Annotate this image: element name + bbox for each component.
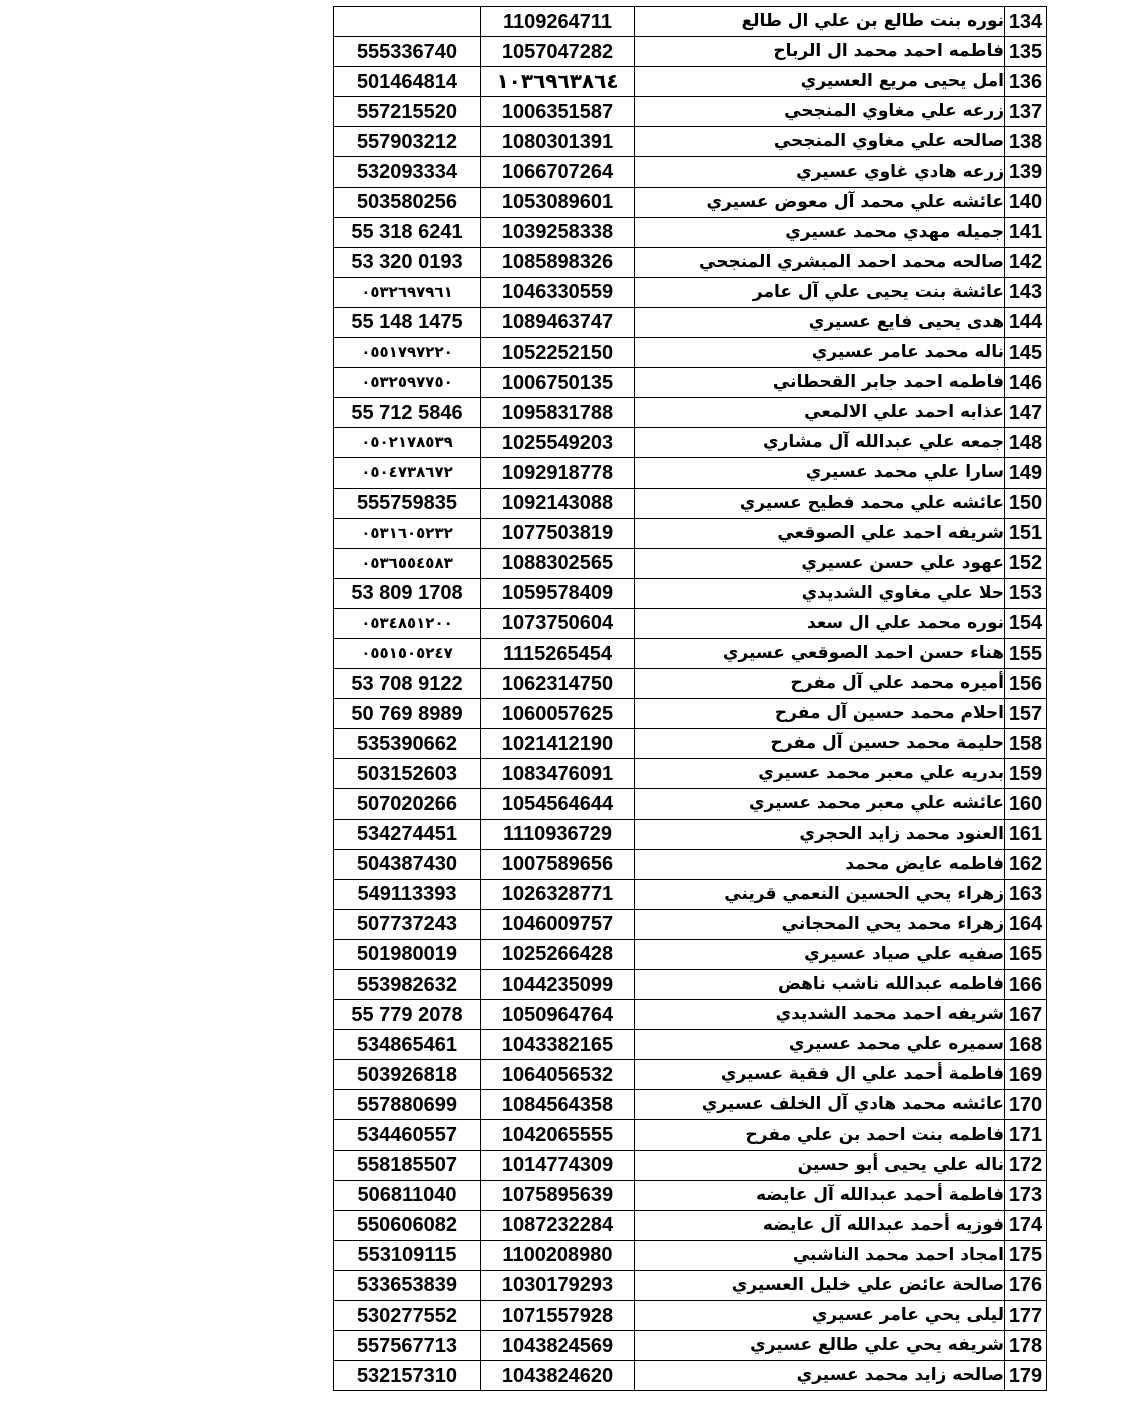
phone-cell: 55 148 1475 [334, 307, 481, 337]
row-number-cell: 146 [1005, 368, 1047, 398]
phone-cell: ٠٥٣١٦٠٥٢٣٢ [334, 518, 481, 548]
national-id-cell: 1026328771 [481, 879, 635, 909]
phone-cell: 530277552 [334, 1301, 481, 1331]
table-row [334, 608, 1047, 638]
national-id-cell: 1075895639 [481, 1180, 635, 1210]
phone-cell: 503926818 [334, 1060, 481, 1090]
national-id-cell: 1006750135 [481, 368, 635, 398]
table-row [334, 217, 1047, 247]
row-number-cell: 140 [1005, 187, 1047, 217]
national-id-cell: 1046330559 [481, 277, 635, 307]
row-number-cell: 173 [1005, 1180, 1047, 1210]
table-row [334, 909, 1047, 939]
table-row [334, 548, 1047, 578]
phone-cell: 549113393 [334, 879, 481, 909]
row-number-cell: 151 [1005, 518, 1047, 548]
national-id-cell: 1060057625 [481, 699, 635, 729]
name-cell: فاطمه بنت احمد بن علي مفرح [635, 1120, 1005, 1150]
national-id-cell: 1100208980 [481, 1240, 635, 1270]
name-cell: جميله مهدي محمد عسيري [635, 217, 1005, 247]
row-number-cell: 143 [1005, 277, 1047, 307]
name-cell: شريفه يحي علي طالع عسيري [635, 1331, 1005, 1361]
name-cell: فوزيه أحمد عبدالله آل عايضه [635, 1210, 1005, 1240]
row-number-cell: 149 [1005, 458, 1047, 488]
name-cell: شريفه احمد علي الصوقعي [635, 518, 1005, 548]
row-number-cell: 166 [1005, 970, 1047, 1000]
national-id-cell: 1092918778 [481, 458, 635, 488]
phone-cell: 50 769 8989 [334, 699, 481, 729]
table-row [334, 157, 1047, 187]
national-id-cell: 1050964764 [481, 1000, 635, 1030]
row-number-cell: 155 [1005, 638, 1047, 668]
phone-cell: 557880699 [334, 1090, 481, 1120]
row-number-cell: 176 [1005, 1270, 1047, 1300]
phone-cell: 550606082 [334, 1210, 481, 1240]
name-cell: امجاد احمد محمد الناشبي [635, 1240, 1005, 1270]
phone-cell: 504387430 [334, 849, 481, 879]
national-id-cell: 1084564358 [481, 1090, 635, 1120]
phone-cell: 535390662 [334, 729, 481, 759]
name-cell: شريفه احمد محمد الشديدي [635, 1000, 1005, 1030]
phone-cell: 55 318 6241 [334, 217, 481, 247]
table-row [334, 1030, 1047, 1060]
name-cell: زهراء محمد يحي المحجاني [635, 909, 1005, 939]
table-row [334, 247, 1047, 277]
name-cell: حلا علي مغاوي الشديدي [635, 578, 1005, 608]
table-row [334, 1331, 1047, 1361]
phone-cell: 55 712 5846 [334, 398, 481, 428]
national-id-cell: 1039258338 [481, 217, 635, 247]
table-row [334, 428, 1047, 458]
table-row [334, 1000, 1047, 1030]
phone-cell: 503152603 [334, 759, 481, 789]
name-cell: صفيه علي صياد عسيري [635, 939, 1005, 969]
phone-cell: ٠٥٣٢٦٩٧٩٦١ [334, 277, 481, 307]
name-cell: سميره علي محمد عسيري [635, 1030, 1005, 1060]
phone-cell: 555759835 [334, 488, 481, 518]
phone-cell: 534460557 [334, 1120, 481, 1150]
phone-cell: 503580256 [334, 187, 481, 217]
phone-cell: 507737243 [334, 909, 481, 939]
phone-cell: ٠٥٣٤٨٥١٢٠٠ [334, 608, 481, 638]
row-number-cell: 169 [1005, 1060, 1047, 1090]
table-row [334, 638, 1047, 668]
name-cell: جمعه علي عبدالله آل مشاري [635, 428, 1005, 458]
phone-cell: 558185507 [334, 1150, 481, 1180]
national-id-cell: 1043382165 [481, 1030, 635, 1060]
table-row [334, 1120, 1047, 1150]
national-id-cell: 1007589656 [481, 849, 635, 879]
name-cell: عائشه محمد هادي آل الخلف عسيري [635, 1090, 1005, 1120]
name-cell: نوره محمد علي ال سعد [635, 608, 1005, 638]
row-number-cell: 148 [1005, 428, 1047, 458]
row-number-cell: 147 [1005, 398, 1047, 428]
table-row [334, 1150, 1047, 1180]
table-row [334, 97, 1047, 127]
national-id-cell: 1080301391 [481, 127, 635, 157]
phone-cell: ٠٥٠٤٧٣٨٦٧٢ [334, 458, 481, 488]
name-cell: ليلى يحي عامر عسيري [635, 1301, 1005, 1331]
national-id-cell: 1053089601 [481, 187, 635, 217]
table-row [334, 338, 1047, 368]
table-row [334, 368, 1047, 398]
table-row [334, 699, 1047, 729]
table-row [334, 1301, 1047, 1331]
national-id-cell: 1115265454 [481, 638, 635, 668]
national-id-cell: 1025549203 [481, 428, 635, 458]
name-cell: عائشة بنت يحيى علي آل عامر [635, 277, 1005, 307]
name-cell: فاطمة أحمد علي ال فقية عسيري [635, 1060, 1005, 1090]
national-id-cell: 1085898326 [481, 247, 635, 277]
row-number-cell: 168 [1005, 1030, 1047, 1060]
name-cell: فاطمة أحمد عبدالله آل عايضه [635, 1180, 1005, 1210]
table-row [334, 1240, 1047, 1270]
table-row [334, 578, 1047, 608]
table-body [334, 7, 1047, 1391]
row-number-cell: 153 [1005, 578, 1047, 608]
national-id-cell: 1059578409 [481, 578, 635, 608]
phone-cell [334, 7, 481, 37]
row-number-cell: 177 [1005, 1301, 1047, 1331]
phone-cell: ٠٥٥١٧٩٧٢٢٠ [334, 338, 481, 368]
table-row [334, 1210, 1047, 1240]
row-number-cell: 150 [1005, 488, 1047, 518]
name-cell: زرعه علي مغاوي المنجحي [635, 97, 1005, 127]
national-id-cell: 1044235099 [481, 970, 635, 1000]
phone-cell: 532093334 [334, 157, 481, 187]
name-cell: عائشه علي معبر محمد عسيري [635, 789, 1005, 819]
row-number-cell: 162 [1005, 849, 1047, 879]
national-id-cell: 1073750604 [481, 608, 635, 638]
row-number-cell: 160 [1005, 789, 1047, 819]
phone-cell: 501464814 [334, 67, 481, 97]
row-number-cell: 161 [1005, 819, 1047, 849]
national-id-cell: 1095831788 [481, 398, 635, 428]
row-number-cell: 142 [1005, 247, 1047, 277]
phone-cell: 532157310 [334, 1361, 481, 1391]
phone-cell: 555336740 [334, 37, 481, 67]
phone-cell: ٠٥٣٦٥٥٤٥٨٣ [334, 548, 481, 578]
name-cell: هناء حسن احمد الصوقعي عسيري [635, 638, 1005, 668]
row-number-cell: 145 [1005, 338, 1047, 368]
national-id-cell: 1021412190 [481, 729, 635, 759]
table-row [334, 1270, 1047, 1300]
phone-cell: 557903212 [334, 127, 481, 157]
national-id-cell: 1046009757 [481, 909, 635, 939]
name-cell: فاطمه عبدالله ناشب ناهض [635, 970, 1005, 1000]
national-id-cell: 1071557928 [481, 1301, 635, 1331]
row-number-cell: 134 [1005, 7, 1047, 37]
national-id-cell: 1062314750 [481, 669, 635, 699]
national-id-cell: 1043824569 [481, 1331, 635, 1361]
row-number-cell: 170 [1005, 1090, 1047, 1120]
name-cell: صالحه علي مغاوي المنجحي [635, 127, 1005, 157]
phone-cell: 533653839 [334, 1270, 481, 1300]
phone-cell: 557567713 [334, 1331, 481, 1361]
national-id-cell: 1025266428 [481, 939, 635, 969]
row-number-cell: 152 [1005, 548, 1047, 578]
row-number-cell: 157 [1005, 699, 1047, 729]
name-cell: هدى يحيى فايع عسيري [635, 307, 1005, 337]
national-id-cell: 1092143088 [481, 488, 635, 518]
row-number-cell: 139 [1005, 157, 1047, 187]
table-row [334, 127, 1047, 157]
name-cell: صالحة عائض علي خليل العسيري [635, 1270, 1005, 1300]
table-row [334, 1060, 1047, 1090]
row-number-cell: 144 [1005, 307, 1047, 337]
row-number-cell: 178 [1005, 1331, 1047, 1361]
table-row [334, 1361, 1047, 1391]
name-cell: العنود محمد زايد الحجري [635, 819, 1005, 849]
name-cell: عهود علي حسن عسيري [635, 548, 1005, 578]
phone-cell: 55 779 2078 [334, 1000, 481, 1030]
phone-cell: ٠٥٣٢٥٩٧٧٥٠ [334, 368, 481, 398]
phone-cell: 534865461 [334, 1030, 481, 1060]
table-row [334, 307, 1047, 337]
name-cell: ناله محمد عامر عسيري [635, 338, 1005, 368]
name-cell: عائشه علي محمد آل معوض عسيري [635, 187, 1005, 217]
row-number-cell: 171 [1005, 1120, 1047, 1150]
row-number-cell: 138 [1005, 127, 1047, 157]
national-id-cell: 1066707264 [481, 157, 635, 187]
scanned-table-sheet [333, 6, 1046, 1391]
name-cell: عائشه علي محمد فطيح عسيري [635, 488, 1005, 518]
national-id-cell: 1006351587 [481, 97, 635, 127]
phone-cell: 553982632 [334, 970, 481, 1000]
table-row [334, 1090, 1047, 1120]
phone-cell: ٠٥٥١٥٠٥٢٤٧ [334, 638, 481, 668]
national-id-cell: 1054564644 [481, 789, 635, 819]
table-row [334, 939, 1047, 969]
row-number-cell: 165 [1005, 939, 1047, 969]
name-cell: زرعه هادي غاوي عسيري [635, 157, 1005, 187]
national-id-cell: 1110936729 [481, 819, 635, 849]
name-cell: صالحه زايد محمد عسيري [635, 1361, 1005, 1391]
row-number-cell: 163 [1005, 879, 1047, 909]
table-row [334, 1180, 1047, 1210]
national-id-cell: 1043824620 [481, 1361, 635, 1391]
national-id-cell: 1030179293 [481, 1270, 635, 1300]
table-row [334, 849, 1047, 879]
row-number-cell: 179 [1005, 1361, 1047, 1391]
name-cell: زهراء يحي الحسين النعمي قريني [635, 879, 1005, 909]
table-row [334, 37, 1047, 67]
phone-cell: 501980019 [334, 939, 481, 969]
name-cell: فاطمه احمد محمد ال الرباح [635, 37, 1005, 67]
table-row [334, 819, 1047, 849]
row-number-cell: 164 [1005, 909, 1047, 939]
phone-cell: 53 809 1708 [334, 578, 481, 608]
row-number-cell: 175 [1005, 1240, 1047, 1270]
row-number-cell: 159 [1005, 759, 1047, 789]
name-cell: أميره محمد علي آل مفرح [635, 669, 1005, 699]
name-cell: فاطمه عايض محمد [635, 849, 1005, 879]
phone-cell: 507020266 [334, 789, 481, 819]
national-id-cell: 1057047282 [481, 37, 635, 67]
name-cell: نوره بنت طالع بن علي ال طالع [635, 7, 1005, 37]
table-row [334, 789, 1047, 819]
phone-cell: 53 708 9122 [334, 669, 481, 699]
name-cell: بدريه علي معبر محمد عسيري [635, 759, 1005, 789]
phone-cell: 506811040 [334, 1180, 481, 1210]
table-row [334, 518, 1047, 548]
row-number-cell: 154 [1005, 608, 1047, 638]
table-row [334, 67, 1047, 97]
table-row [334, 458, 1047, 488]
national-id-cell: 1109264711 [481, 7, 635, 37]
name-cell: احلام محمد حسين آل مفرح [635, 699, 1005, 729]
table-row [334, 277, 1047, 307]
table-row [334, 7, 1047, 37]
row-number-cell: 137 [1005, 97, 1047, 127]
row-number-cell: 158 [1005, 729, 1047, 759]
name-cell: حليمة محمد حسين آل مفرح [635, 729, 1005, 759]
national-id-cell: ١٠٣٦٩٦٣٨٦٤ [481, 67, 635, 97]
national-id-cell: 1087232284 [481, 1210, 635, 1240]
row-number-cell: 136 [1005, 67, 1047, 97]
national-id-cell: 1083476091 [481, 759, 635, 789]
national-id-cell: 1042065555 [481, 1120, 635, 1150]
table-row [334, 488, 1047, 518]
table-row [334, 187, 1047, 217]
name-cell: فاطمه احمد جابر القحطاني [635, 368, 1005, 398]
name-cell: عذابه احمد علي الالمعي [635, 398, 1005, 428]
phone-cell: 553109115 [334, 1240, 481, 1270]
national-id-cell: 1088302565 [481, 548, 635, 578]
table-row [334, 759, 1047, 789]
name-cell: امل يحيى مريع العسيري [635, 67, 1005, 97]
phone-cell: 557215520 [334, 97, 481, 127]
row-number-cell: 135 [1005, 37, 1047, 67]
table-row [334, 669, 1047, 699]
table-row [334, 970, 1047, 1000]
phone-cell: 53 320 0193 [334, 247, 481, 277]
beneficiary-table [333, 6, 1047, 1391]
name-cell: سارا علي محمد عسيري [635, 458, 1005, 488]
national-id-cell: 1064056532 [481, 1060, 635, 1090]
name-cell: صالحه محمد احمد المبشري المنجحي [635, 247, 1005, 277]
row-number-cell: 174 [1005, 1210, 1047, 1240]
table-row [334, 729, 1047, 759]
row-number-cell: 156 [1005, 669, 1047, 699]
name-cell: ناله علي يحيى أبو حسين [635, 1150, 1005, 1180]
national-id-cell: 1077503819 [481, 518, 635, 548]
national-id-cell: 1089463747 [481, 307, 635, 337]
phone-cell: 534274451 [334, 819, 481, 849]
row-number-cell: 141 [1005, 217, 1047, 247]
table-row [334, 879, 1047, 909]
row-number-cell: 167 [1005, 1000, 1047, 1030]
phone-cell: ٠٥٠٢١٧٨٥٣٩ [334, 428, 481, 458]
national-id-cell: 1014774309 [481, 1150, 635, 1180]
national-id-cell: 1052252150 [481, 338, 635, 368]
table-row [334, 398, 1047, 428]
row-number-cell: 172 [1005, 1150, 1047, 1180]
